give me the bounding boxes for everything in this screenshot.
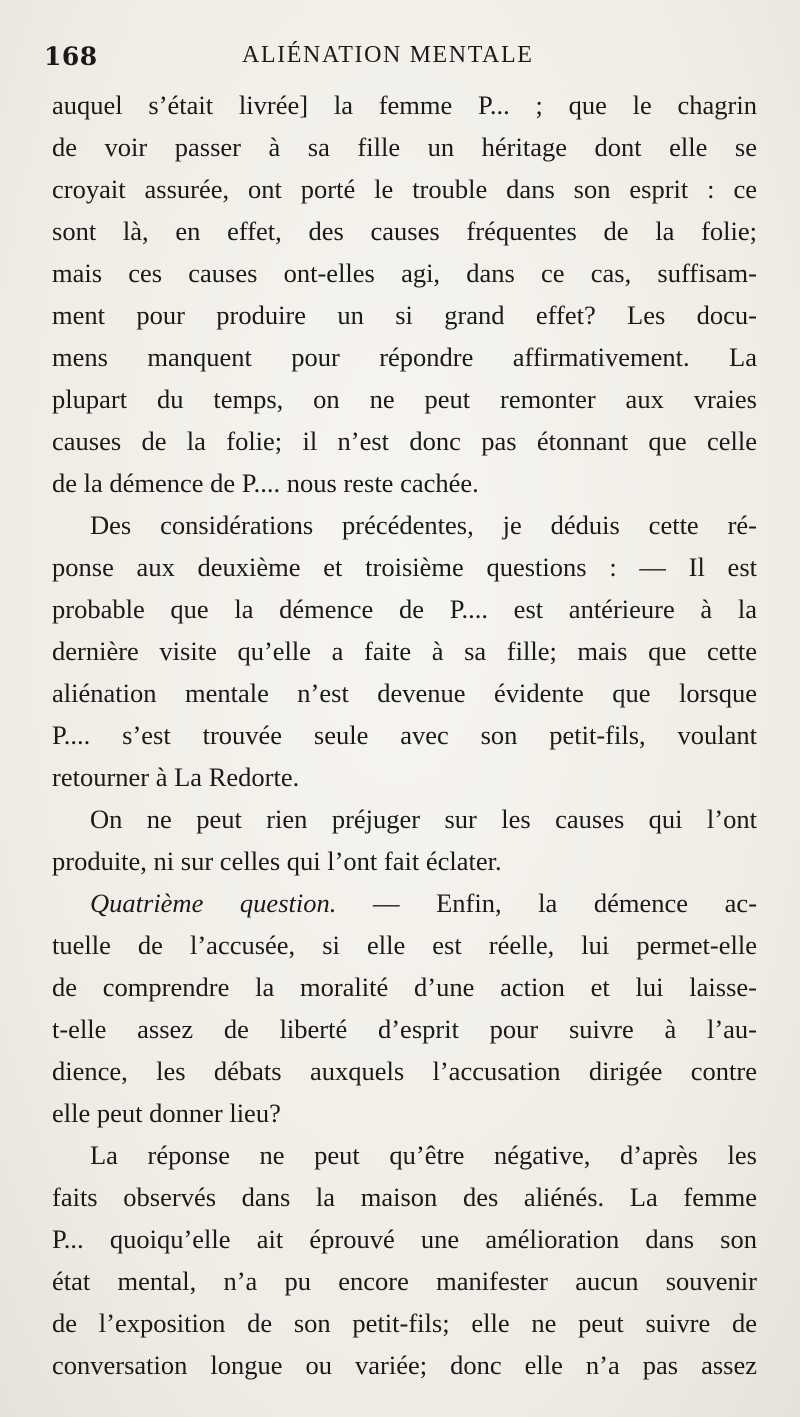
text-line: elle peut donner lieu? [52, 1098, 281, 1128]
text-line: état mental, n’a pu encore manifester aucun souvenir [52, 1266, 757, 1296]
text-line: auquel s’était livrée] la femme P... ; que le chagrin [52, 90, 757, 120]
text-line: mais ces causes ont-elles agi, dans ce cas, suffisam- [52, 258, 757, 288]
text-line: de comprendre la moralité d’une action et lui laisse- [52, 972, 757, 1002]
text-line: croyait assurée, ont porté le trouble dans son esprit : ce [52, 174, 757, 204]
text-line: mens manquent pour répondre affirmativement. La [52, 342, 757, 372]
page-number: 168 [44, 42, 98, 71]
text-line: P.... s’est trouvée seule avec son petit-fils, voulant [52, 720, 757, 750]
text-line: t-elle assez de liberté d’esprit pour suivre à l’au- [52, 1014, 757, 1044]
text-line: ponse aux deuxième et troisième questions : — Il est [52, 552, 757, 582]
text-line: sont là, en effet, des causes fréquentes de la folie; [52, 216, 757, 246]
text-line: retourner à La Redorte. [52, 762, 300, 792]
text-line: Des considérations précédentes, je déduis cette ré- [90, 510, 757, 540]
text-line: causes de la folie; il n’est donc pas étonnant que celle [52, 426, 757, 456]
running-title: ALIÉNATION MENTALE [242, 42, 534, 68]
text-line: ment pour produire un si grand effet? Les docu- [52, 300, 757, 330]
question-heading: Quatrième question. [90, 888, 337, 918]
text-line: faits observés dans la maison des aliénés. La femme [52, 1182, 757, 1212]
text-line: P... quoiqu’elle ait éprouvé une amélioration dans son [52, 1224, 757, 1254]
text-line: probable que la démence de P.... est antérieure à la [52, 594, 757, 624]
text-line: conversation longue ou variée; donc elle n’a pas assez [52, 1350, 757, 1380]
text-line: dience, les débats auxquels l’accusation dirigée contre [52, 1056, 757, 1086]
text-line-question [52, 882, 757, 924]
text-line: de l’exposition de son petit-fils; elle ne peut suivre de [52, 1308, 757, 1338]
text-line: tuelle de l’accusée, si elle est réelle, lui permet-elle [52, 930, 757, 960]
question-text: — Enfin, la démence ac- [372, 888, 758, 918]
body-text [52, 84, 757, 1386]
text-line: de voir passer à sa fille un héritage dont elle se [52, 132, 757, 162]
text-line: dernière visite qu’elle a faite à sa fille; mais que cette [52, 636, 757, 666]
text-line: plupart du temps, on ne peut remonter aux vraies [52, 384, 757, 414]
text-line: On ne peut rien préjuger sur les causes qui l’ont [90, 804, 757, 834]
text-line: produite, ni sur celles qui l’ont fait éclater. [52, 846, 502, 876]
running-head [44, 36, 764, 76]
text-line: de la démence de P.... nous reste cachée. [52, 468, 479, 498]
text-line: La réponse ne peut qu’être négative, d’après les [90, 1140, 757, 1170]
text-line: aliénation mentale n’est devenue évidente que lorsque [52, 678, 757, 708]
